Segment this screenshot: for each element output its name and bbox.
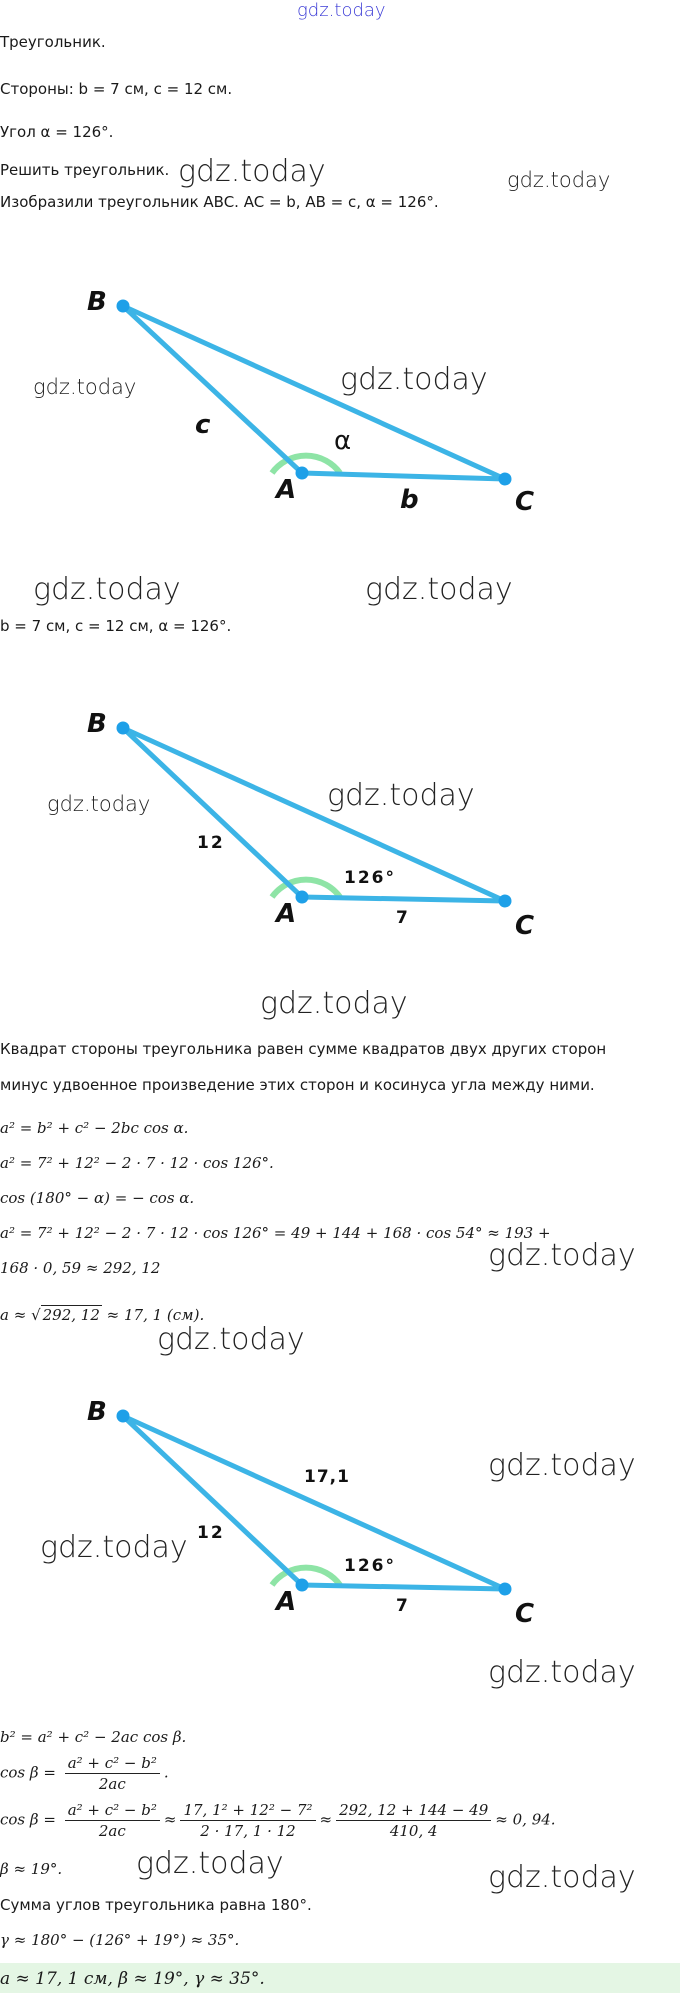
vertex-a <box>296 467 309 480</box>
watermark: gdz.today <box>488 1238 636 1273</box>
label-alpha: α <box>334 426 352 456</box>
given-sides: Стороны: b = 7 см, c = 12 см. <box>0 80 233 98</box>
vertex-c <box>499 895 512 908</box>
triangle-abc <box>123 728 505 901</box>
vertex-a <box>296 891 309 904</box>
formula-law-of-cosines: a² = b² + c² − 2bc cos α. <box>0 1119 189 1137</box>
vertex-a <box>296 1579 309 1592</box>
label-c: C <box>515 911 535 941</box>
label-side-ac: 7 <box>396 1596 408 1616</box>
label-c: C <box>515 487 535 517</box>
watermark: gdz.today <box>488 1448 636 1483</box>
vertex-b <box>117 722 130 735</box>
vertex-b <box>117 1410 130 1423</box>
answer: a ≈ 17, 1 см, β ≈ 19°, γ ≈ 35°. <box>0 1969 265 1989</box>
formula-cos-beta-calc: cos β = $\frac{\text{a² + c² − b²}}{2ac}$ ≈ $\frac{\text{17, 1² + 12² − 7²}}{2 \cdot 17, 1 \cdot 12}$ ≈ $\frac{292, 12 + 144 - 49}{410, 4}$ ≈ 0, 94. <box>0 1801 556 1840</box>
watermark: gdz.today <box>365 572 513 607</box>
label-b: B <box>87 287 107 317</box>
label-side-ab: 12 <box>197 1523 225 1543</box>
triangle-figure-2 <box>0 690 680 950</box>
watermark: gdz.today <box>507 168 611 192</box>
watermark: gdz.today <box>488 1860 636 1895</box>
formula-gamma: γ ≈ 180° − (126° + 19°) ≈ 35°. <box>0 1931 240 1949</box>
watermark: gdz.today <box>327 778 475 813</box>
vertex-c <box>499 473 512 486</box>
cos-beta-prefix: cos β = <box>0 1763 61 1782</box>
watermark: gdz.today <box>136 1846 284 1881</box>
formula-side-a: a ≈ √ 292, 12 ≈ 17, 1 (см). <box>0 1306 205 1324</box>
watermark: gdz.today <box>260 986 408 1021</box>
formula-substitution: a² = 7² + 12² − 2 · 7 · 12 · cos 126°. <box>0 1154 274 1172</box>
label-b: B <box>87 709 107 739</box>
triangle-figure-3 <box>0 1378 680 1638</box>
formula-calc-line-2: 168 · 0, 59 ≈ 292, 12 <box>0 1259 161 1277</box>
watermark: gdz.today <box>340 362 488 397</box>
watermark: gdz.today <box>178 154 326 189</box>
vertex-b <box>117 300 130 313</box>
given-values: b = 7 см, c = 12 см, α = 126°. <box>0 617 232 635</box>
formula-calc-line-1: a² = 7² + 12² − 2 · 7 · 12 · cos 126° = 49 + 144 + 168 · cos 54° ≈ 193 + <box>0 1224 551 1242</box>
label-side-b: b <box>400 485 419 515</box>
task: Решить треугольник. <box>0 161 170 179</box>
title: Треугольник. <box>0 33 106 51</box>
watermark: gdz.today <box>40 1530 188 1565</box>
label-a: A <box>276 1587 297 1617</box>
fraction: $\frac{\text{17, 1² + 12² − 7²}}{2 \cdot 17, 1 \cdot 12}$ <box>180 1800 315 1841</box>
label-side-bc: 17,1 <box>304 1467 350 1487</box>
label-side-c: c <box>195 410 211 440</box>
side-a-suffix: ≈ 17, 1 (см). <box>101 1306 205 1324</box>
theory-line-2: минус удвоенное произведение этих сторон и косинуса угла между ними. <box>0 1076 595 1094</box>
label-b: B <box>87 1397 107 1427</box>
watermark-top: gdz.today <box>297 0 386 21</box>
triangle-figure-1 <box>0 270 680 530</box>
label-side-ac: 7 <box>396 908 408 928</box>
formula-beta: β ≈ 19°. <box>0 1860 63 1878</box>
formula-b-law: b² = a² + c² − 2ac cos β. <box>0 1728 187 1746</box>
watermark: gdz.today <box>33 375 137 399</box>
fraction: $\frac{\text{a² + c² − b²}}{2ac}$ <box>65 1753 160 1794</box>
label-angle: 126° <box>344 1556 396 1576</box>
watermark: gdz.today <box>157 1322 305 1357</box>
fraction: $\frac{292, 12 + 144 - 49}{410, 4}$ <box>336 1800 491 1841</box>
angles-sum: Сумма углов треугольника равна 180°. <box>0 1896 312 1914</box>
label-a: A <box>276 899 297 929</box>
label-a: A <box>276 475 297 505</box>
watermark: gdz.today <box>33 572 181 607</box>
given-angle: Угол α = 126°. <box>0 123 114 141</box>
side-a-prefix: a ≈ <box>0 1306 32 1324</box>
label-side-ab: 12 <box>197 833 225 853</box>
label-c: C <box>515 1599 535 1629</box>
formula-reduction: cos (180° − α) = − cos α. <box>0 1189 195 1207</box>
description: Изобразили треугольник ABC. AC = b, AB = c, α = 126°. <box>0 193 439 211</box>
vertex-c <box>499 1583 512 1596</box>
theory-line-1: Квадрат стороны треугольника равен сумме квадратов двух других сторон <box>0 1040 607 1058</box>
label-angle: 126° <box>344 868 396 888</box>
watermark: gdz.today <box>47 792 151 816</box>
watermark: gdz.today <box>488 1655 636 1690</box>
fraction: $\frac{\text{a² + c² − b²}}{2ac}$ <box>65 1800 160 1841</box>
sqrt-radicand: 292, 12 <box>42 1306 100 1324</box>
formula-cos-beta: cos β = $\frac{\text{a² + c² − b²}}{2ac}$ . <box>0 1754 169 1793</box>
